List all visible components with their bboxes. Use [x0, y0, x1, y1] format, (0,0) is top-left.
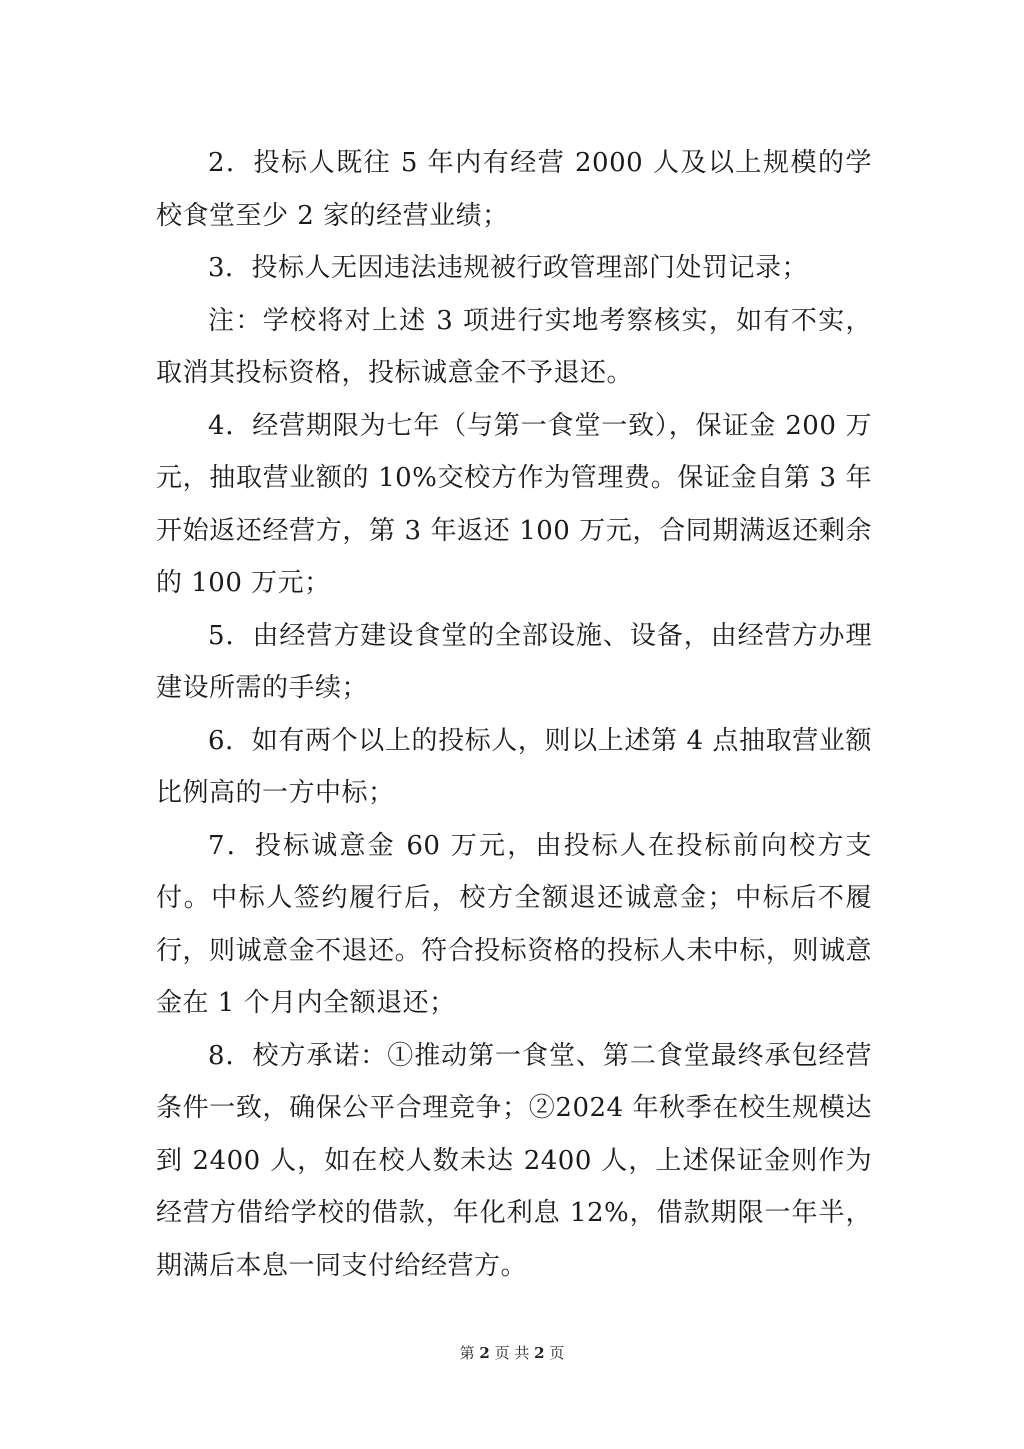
paragraph-item-4: 4．经营期限为七年（与第一食堂一致），保证金 200 万元，抽取营业额的 10%交校方作为管理费。保证金自第 3 年开始返还经营方，第 3 年返还 100 万元，合同期满返还剩余的 100 万元；: [156, 410, 872, 598]
paragraph-item-7: 7．投标诚意金 60 万元，由投标人在投标前向校方支付。中标人签约履行后，校方全额退还诚意金；中标后不履行，则诚意金不退还。符合投标资格的投标人未中标，则诚意金在 1 个月内全额退还；: [156, 830, 872, 1018]
footer-suffix: 页: [544, 1344, 565, 1362]
document-body: [156, 137, 872, 1292]
footer-prefix: 第: [459, 1344, 480, 1362]
page-footer: [0, 1343, 1024, 1363]
footer-current-page: 2: [479, 1344, 490, 1362]
footer-middle: 页 共: [489, 1344, 535, 1362]
paragraph-item-3: 3．投标人无因违法违规被行政管理部门处罚记录；: [208, 253, 809, 283]
paragraph-item-8: 8．校方承诺：①推动第一食堂、第二食堂最终承包经营条件一致，确保公平合理竞争；②2024 年秋季在校生规模达到 2400 人，如在校人数未达 2400 人，上述保证金则作为经营方借给学校的借款，年化利息 12%，借款期限一年半，期满后本息一同支付给经营方。: [156, 1040, 872, 1281]
footer-total-pages: 2: [534, 1344, 545, 1362]
paragraph-item-5: 5．由经营方建设食堂的全部设施、设备，由经营方办理建设所需的手续；: [156, 620, 872, 703]
paragraph-item-2: 2．投标人既往 5 年内有经营 2000 人及以上规模的学校食堂至少 2 家的经营业绩；: [156, 148, 872, 231]
paragraph-item-6: 6．如有两个以上的投标人，则以上述第 4 点抽取营业额比例高的一方中标；: [156, 725, 872, 808]
paragraph-note: 注：学校将对上述 3 项进行实地考察核实，如有不实，取消其投标资格，投标诚意金不予退还。: [156, 305, 872, 388]
